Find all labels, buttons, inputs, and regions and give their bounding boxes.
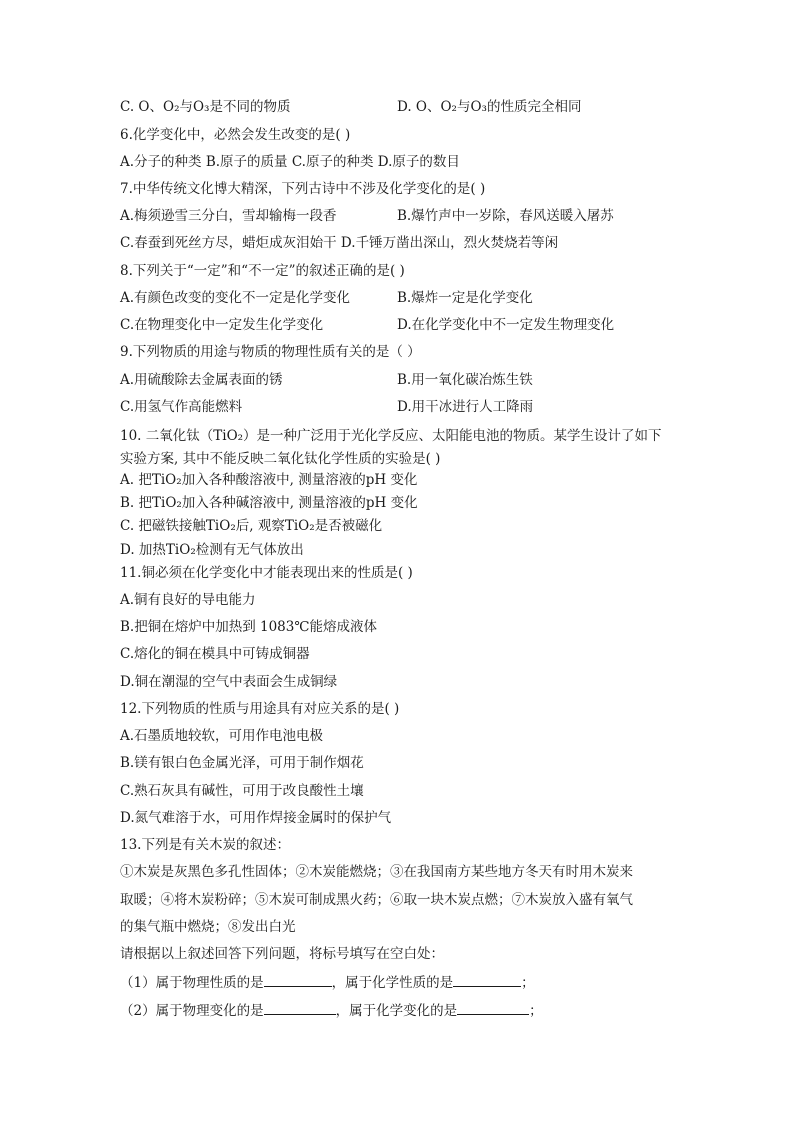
text-line: 请根据以上叙述回答下列问题，将标号填写在空白处： [120,946,444,962]
q1-mid: ，属于化学性质的是 [331,975,454,991]
question-7: 7.中华传统文化博大精深，下列古诗中不涉及化学变化的是( ) [120,181,486,197]
q1-prefix: （1）属于物理性质的是 [120,975,264,991]
text-line: D.铜在潮湿的空气中表面会生成铜绿 [120,674,338,690]
fill-in-line-2 [120,1000,543,1020]
text-line: ①木炭是灰黑色多孔性固体；②木炭能燃烧；③在我国南方某些地方冬天有时用木炭来 [120,864,633,880]
text-line: C.熟石灰具有碱性，可用于改良酸性土壤 [120,783,364,799]
text-line: D.在化学变化中不一定发生物理变化 [397,317,615,333]
text-line: C. O、O₂与O₃是不同的物质 [120,99,291,115]
text-line: D.用干冰进行人工降雨 [397,399,534,415]
fill-in-line-1 [120,972,535,992]
question-11: 11.铜必须在化学变化中才能表现出来的性质是( ) [120,565,413,581]
text-line: B.用一氧化碳冶炼生铁 [397,372,533,388]
text-line: C.熔化的铜在模具中可铸成铜器 [120,646,310,662]
text-line: A.铜有良好的导电能力 [120,592,256,608]
text-line: B.爆竹声中一岁除，春风送暖入屠苏 [397,208,614,224]
q2-mid: ，属于化学变化的是 [335,1003,458,1019]
text-line: A.有颜色改变的变化不一定是化学变化 [120,290,351,306]
answer-blank-physical-property[interactable] [264,972,332,987]
answer-blank-chemical-property[interactable] [453,972,521,987]
question-12: 12.下列物质的性质与用途具有对应关系的是( ) [120,701,400,717]
question-10: 10. 二氧化钛（TiO₂）是一种广泛用于光化学反应、太阳能电池的物质。某学生设计了如下 [120,428,662,444]
question-6: 6.化学变化中，必然会发生改变的是( ) [120,127,351,143]
text-line: 的集气瓶中燃烧；⑧发出白光 [120,919,296,935]
text-line: D. 加热TiO₂检测有无气体放出 [120,542,304,558]
text-line: A.石墨质地较软，可用作电池电极 [120,728,324,744]
answer-blank-chemical-change[interactable] [457,1000,529,1015]
text-line: C. 把磁铁接触TiO₂后, 观察TiO₂是否被磁化 [120,518,383,534]
q2-prefix: （2）属于物理变化的是 [120,1003,264,1019]
text-line: B.爆炸一定是化学变化 [397,290,533,306]
text-line: 取暖；④将木炭粉碎；⑤木炭可制成黑火药；⑥取一块木炭点燃；⑦木炭放入盛有氧气 [120,892,633,908]
text-line: B.把铜在熔炉中加热到 1083℃能熔成液体 [120,619,377,635]
q2-end: ； [529,1003,543,1019]
text-line: 实验方案, 其中不能反映二氧化钛化学性质的实验是( ) [120,451,441,467]
q1-end: ； [521,975,535,991]
text-line: C.用氢气作高能燃料 [120,399,243,415]
answer-blank-physical-change[interactable] [264,1000,336,1015]
text-line: B.镁有银白色金属光泽，可用于制作烟花 [120,755,364,771]
text-line: A. 把TiO₂加入各种酸溶液中, 测量溶液的pH 变化 [120,472,418,488]
text-line: D. O、O₂与O₃的性质完全相同 [397,99,582,115]
text-line: C.在物理变化中一定发生化学变化 [120,317,324,333]
text-line: D.氮气难溶于水，可用作焊接金属时的保护气 [120,810,392,826]
text-line: A.分子的种类 B.原子的质量 C.原子的种类 D.原子的数目 [120,154,460,170]
text-line: A.梅须逊雪三分白，雪却输梅一段香 [120,208,337,224]
text-line: A.用硫酸除去金属表面的锈 [120,372,283,388]
question-8: 8.下列关于“一定”和“不一定”的叙述正确的是( ) [120,263,405,279]
text-line: B. 把TiO₂加入各种碱溶液中, 测量溶液的pH 变化 [120,495,418,511]
question-13: 13.下列是有关木炭的叙述： [120,837,290,853]
question-9: 9.下列物质的用途与物质的物理性质有关的是（ ） [120,344,421,360]
text-line: C.春蚕到死丝方尽，蜡炬成灰泪始干 D.千锤万凿出深山，烈火焚烧若等闲 [120,235,559,251]
